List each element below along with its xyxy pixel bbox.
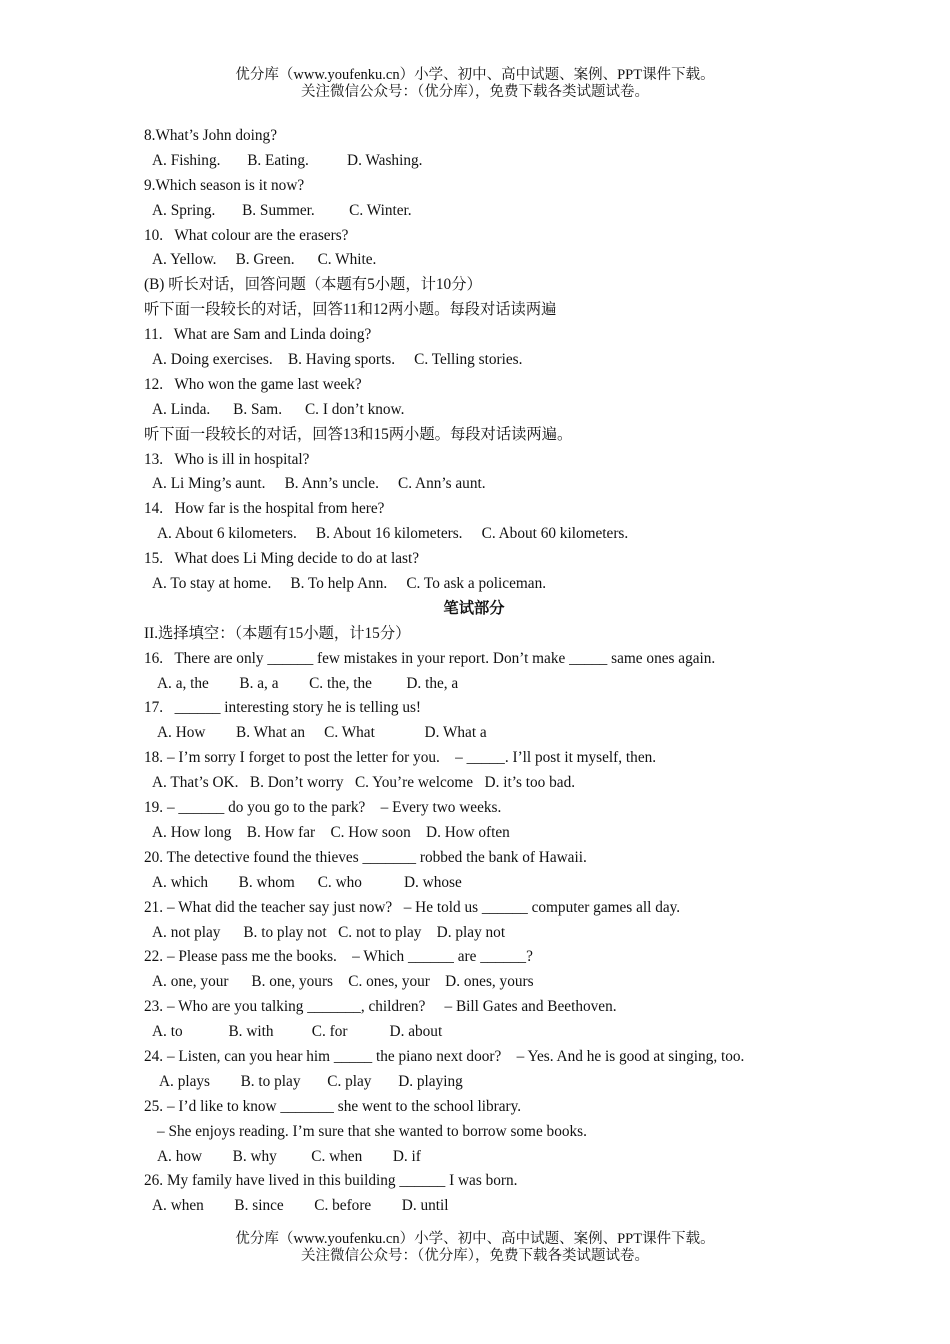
- question-9: 9.Which season is it now?: [144, 176, 305, 194]
- options-22: A. one, your B. one, yours C. ones, your D. ones, yours: [152, 973, 534, 991]
- footer-line-1: 优分库（www.youfenku.cn）小学、初中、高中试题、案例、PPT课件下载。: [235, 1231, 715, 1247]
- options-13: A. Li Ming’s aunt. B. Ann’s uncle. C. Ann’s aunt.: [152, 475, 486, 493]
- header-line-1: 优分库（www.youfenku.cn）小学、初中、高中试题、案例、PPT课件下载。: [235, 67, 715, 83]
- question-25-reply: – She enjoys reading. I’m sure that she wanted to borrow some books.: [157, 1122, 587, 1140]
- options-12: A. Linda. B. Sam. C. I don’t know.: [152, 400, 405, 418]
- page-header: [0, 67, 950, 101]
- question-16: 16. There are only ______ few mistakes in your report. Don’t make _____ same ones again.: [144, 649, 716, 667]
- page-footer: [0, 1231, 950, 1265]
- options-19: A. How long B. How far C. How soon D. How often: [152, 823, 510, 841]
- exam-content: [144, 124, 844, 1219]
- options-9: A. Spring. B. Summer. C. Winter.: [152, 201, 412, 219]
- question-15: 15. What does Li Ming decide to do at last?: [144, 550, 420, 568]
- question-25: 25. – I’d like to know _______ she went to the school library.: [144, 1097, 522, 1115]
- options-11: A. Doing exercises. B. Having sports. C. Telling stories.: [152, 351, 523, 369]
- options-17: A. How B. What an C. What D. What a: [157, 724, 487, 742]
- question-24: 24. – Listen, can you hear him _____ the piano next door? – Yes. And he is good at singing, too.: [144, 1047, 745, 1065]
- question-23: 23. – Who are you talking _______, children? – Bill Gates and Beethoven.: [144, 998, 617, 1016]
- question-11: 11. What are Sam and Linda doing?: [144, 326, 372, 344]
- question-12: 12. Who won the game last week?: [144, 375, 362, 393]
- section-b-heading: (B) 听长对话，回答问题（本题有5小题，计10分）: [144, 276, 482, 294]
- options-10: A. Yellow. B. Green. C. White.: [152, 251, 377, 269]
- header-line-2: 关注微信公众号：（优分库），免费下载各类试题试卷。: [301, 84, 649, 100]
- question-14: 14. How far is the hospital from here?: [144, 500, 385, 518]
- options-20: A. which B. whom C. who D. whose: [152, 873, 462, 891]
- question-21: 21. – What did the teacher say just now? – He told us ______ computer games all day.: [144, 898, 681, 916]
- question-13: 13. Who is ill in hospital?: [144, 450, 310, 468]
- question-20: 20. The detective found the thieves _______ robbed the bank of Hawaii.: [144, 848, 587, 866]
- question-17: 17. ______ interesting story he is telling us!: [144, 699, 422, 717]
- options-15: A. To stay at home. B. To help Ann. C. To ask a policeman.: [152, 575, 547, 593]
- written-section-title: 笔试部分: [443, 599, 505, 617]
- question-18: 18. – I’m sorry I forget to post the letter for you. – _____. I’ll post it myself, then.: [144, 749, 657, 767]
- options-21: A. not play B. to play not C. not to play D. play not: [152, 923, 506, 941]
- question-8: 8.What’s John doing?: [144, 127, 277, 144]
- options-25: A. how B. why C. when D. if: [157, 1147, 421, 1165]
- question-19: 19. – ______ do you go to the park? – Every two weeks.: [144, 799, 502, 817]
- question-10: 10. What colour are the erasers?: [144, 226, 349, 244]
- options-16: A. a, the B. a, a C. the, the D. the, a: [157, 674, 459, 692]
- instruction-13-15: 听下面一段较长的对话，回答13和15两小题。每段对话读两遍。: [144, 425, 573, 443]
- instruction-11-12: 听下面一段较长的对话，回答11和12两小题。每段对话读两遍: [144, 301, 557, 319]
- question-26: 26. My family have lived in this building ______ I was born.: [144, 1172, 518, 1190]
- question-22: 22. – Please pass me the books. – Which ______ are ______?: [144, 948, 533, 966]
- options-24: A. plays B. to play C. play D. playing: [159, 1072, 463, 1090]
- section-ii-heading: II.选择填空：（本题有15小题，计15分）: [144, 624, 411, 642]
- options-23: A. to B. with C. for D. about: [152, 1023, 443, 1041]
- footer-line-2: 关注微信公众号：（优分库），免费下载各类试题试卷。: [301, 1248, 649, 1264]
- options-14: A. About 6 kilometers. B. About 16 kilometers. C. About 60 kilometers.: [157, 525, 629, 543]
- options-8: A. Fishing. B. Eating. D. Washing.: [152, 151, 423, 169]
- options-26: A. when B. since C. before D. until: [152, 1197, 449, 1215]
- options-18: A. That’s OK. B. Don’t worry C. You’re welcome D. it’s too bad.: [152, 774, 576, 792]
